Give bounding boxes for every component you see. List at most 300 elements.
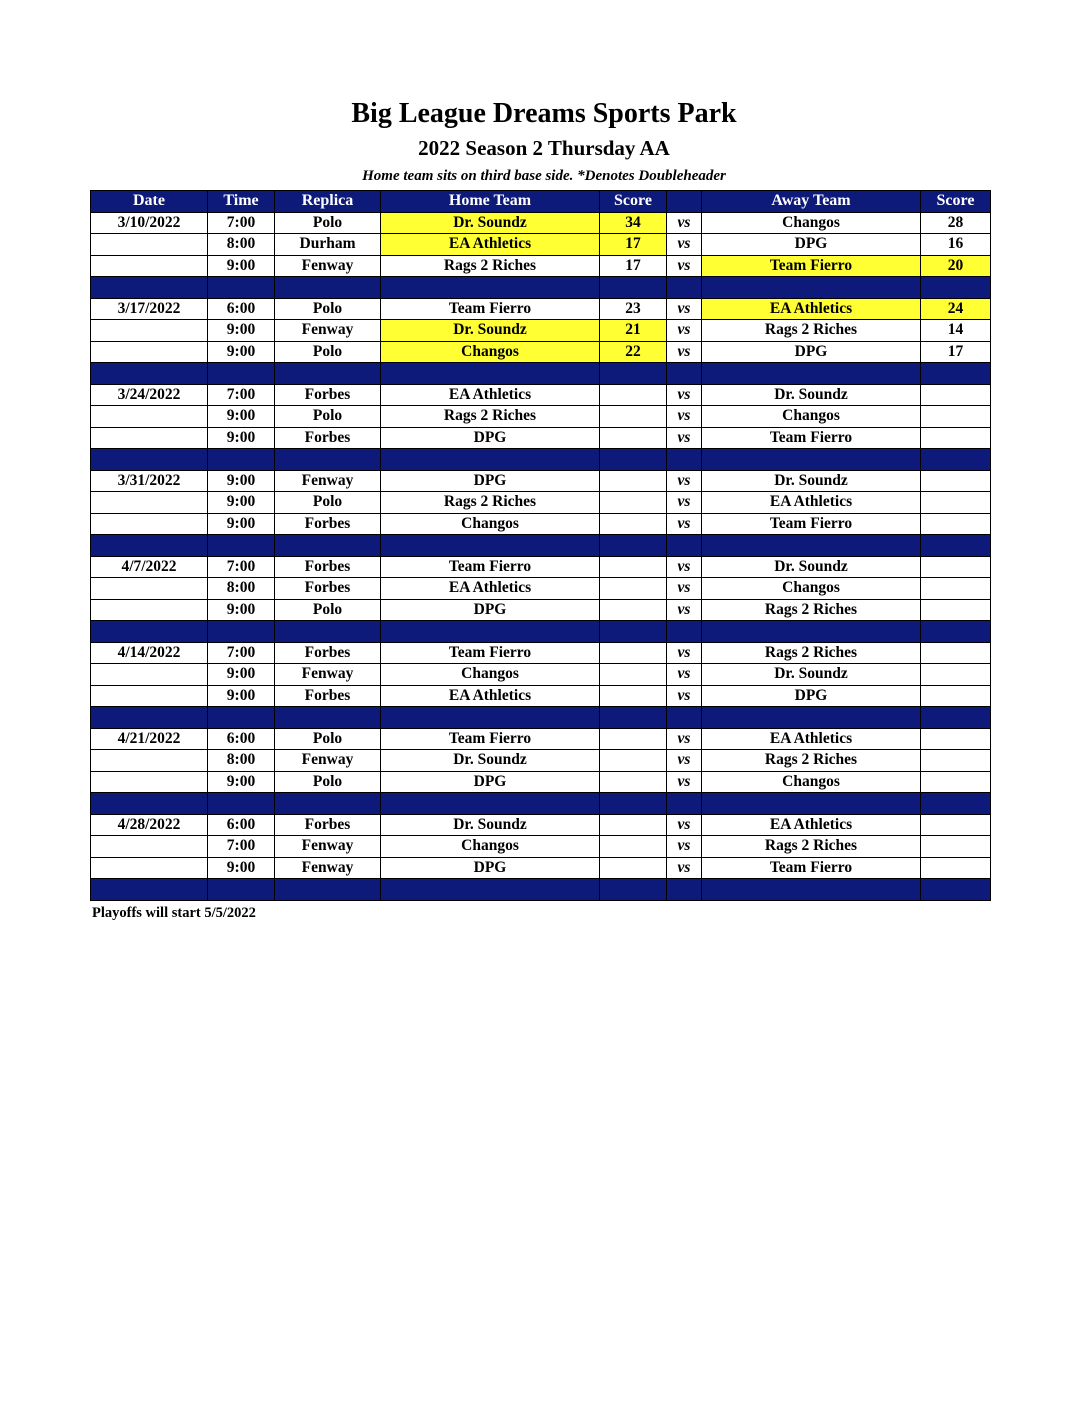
home-score: 34 xyxy=(600,212,667,234)
game-time: 7:00 xyxy=(208,212,275,234)
away-team: EA Athletics xyxy=(702,814,921,836)
separator-cell xyxy=(91,277,208,299)
away-team: Team Fierro xyxy=(702,857,921,879)
game-time: 9:00 xyxy=(208,427,275,449)
separator-cell xyxy=(275,879,381,901)
game-field: Fenway xyxy=(275,470,381,492)
separator-cell xyxy=(921,793,991,815)
game-date xyxy=(91,599,208,621)
game-date xyxy=(91,664,208,686)
game-row xyxy=(91,836,991,858)
home-score xyxy=(600,384,667,406)
game-time: 7:00 xyxy=(208,642,275,664)
separator-cell xyxy=(702,621,921,643)
home-team: Team Fierro xyxy=(381,728,600,750)
away-team: Rags 2 Riches xyxy=(702,642,921,664)
separator-cell xyxy=(91,363,208,385)
game-date: 3/31/2022 xyxy=(91,470,208,492)
separator-cell xyxy=(91,879,208,901)
separator-cell xyxy=(921,707,991,729)
vs-label: vs xyxy=(667,814,702,836)
home-score xyxy=(600,750,667,772)
game-row xyxy=(91,470,991,492)
separator-cell xyxy=(91,793,208,815)
home-score xyxy=(600,599,667,621)
away-team: EA Athletics xyxy=(702,492,921,514)
home-team: Dr. Soundz xyxy=(381,212,600,234)
game-row xyxy=(91,298,991,320)
separator-cell xyxy=(275,621,381,643)
schedule-body xyxy=(91,212,991,900)
away-score xyxy=(921,578,991,600)
home-team: DPG xyxy=(381,599,600,621)
separator-cell xyxy=(275,793,381,815)
game-row xyxy=(91,513,991,535)
header-away-score: Score xyxy=(921,191,991,213)
separator-cell xyxy=(667,879,702,901)
away-team: Team Fierro xyxy=(702,427,921,449)
home-team: EA Athletics xyxy=(381,384,600,406)
game-row xyxy=(91,750,991,772)
game-row xyxy=(91,664,991,686)
away-team: Changos xyxy=(702,212,921,234)
separator-cell xyxy=(208,793,275,815)
away-score xyxy=(921,599,991,621)
home-score: 17 xyxy=(600,255,667,277)
separator-cell xyxy=(275,363,381,385)
home-team: Changos xyxy=(381,341,600,363)
game-field: Forbes xyxy=(275,384,381,406)
game-date xyxy=(91,255,208,277)
game-time: 9:00 xyxy=(208,470,275,492)
game-time: 7:00 xyxy=(208,556,275,578)
game-date xyxy=(91,427,208,449)
home-team: Changos xyxy=(381,513,600,535)
game-row xyxy=(91,728,991,750)
separator-cell xyxy=(275,277,381,299)
home-score xyxy=(600,814,667,836)
game-date xyxy=(91,836,208,858)
home-team: Rags 2 Riches xyxy=(381,492,600,514)
game-row xyxy=(91,599,991,621)
game-field: Fenway xyxy=(275,664,381,686)
game-field: Polo xyxy=(275,492,381,514)
home-score xyxy=(600,578,667,600)
away-team: Team Fierro xyxy=(702,513,921,535)
game-time: 9:00 xyxy=(208,492,275,514)
separator-cell xyxy=(921,621,991,643)
separator-cell xyxy=(381,535,600,557)
away-team: Changos xyxy=(702,771,921,793)
game-time: 9:00 xyxy=(208,513,275,535)
game-time: 9:00 xyxy=(208,771,275,793)
separator-cell xyxy=(600,879,667,901)
separator-cell xyxy=(921,363,991,385)
game-field: Forbes xyxy=(275,578,381,600)
away-score xyxy=(921,642,991,664)
game-date xyxy=(91,492,208,514)
separator-cell xyxy=(600,621,667,643)
separator-cell xyxy=(921,879,991,901)
game-field: Polo xyxy=(275,212,381,234)
vs-label: vs xyxy=(667,578,702,600)
game-date: 4/14/2022 xyxy=(91,642,208,664)
home-team: Team Fierro xyxy=(381,556,600,578)
vs-label: vs xyxy=(667,685,702,707)
away-team: EA Athletics xyxy=(702,728,921,750)
game-date: 4/21/2022 xyxy=(91,728,208,750)
page-subtitle: 2022 Season 2 Thursday AA xyxy=(418,136,670,160)
vs-label: vs xyxy=(667,556,702,578)
home-score: 21 xyxy=(600,320,667,342)
home-score xyxy=(600,642,667,664)
game-row xyxy=(91,255,991,277)
game-field: Fenway xyxy=(275,320,381,342)
away-score xyxy=(921,470,991,492)
home-score xyxy=(600,427,667,449)
home-team: EA Athletics xyxy=(381,685,600,707)
vs-label: vs xyxy=(667,664,702,686)
separator-cell xyxy=(667,793,702,815)
game-date xyxy=(91,341,208,363)
game-row xyxy=(91,234,991,256)
game-field: Forbes xyxy=(275,685,381,707)
game-time: 6:00 xyxy=(208,298,275,320)
game-field: Polo xyxy=(275,298,381,320)
vs-label: vs xyxy=(667,599,702,621)
separator-cell xyxy=(208,449,275,471)
week-separator-row xyxy=(91,277,991,299)
game-field: Polo xyxy=(275,599,381,621)
game-row xyxy=(91,556,991,578)
away-score xyxy=(921,384,991,406)
week-separator-row xyxy=(91,363,991,385)
game-date: 3/24/2022 xyxy=(91,384,208,406)
home-team: Dr. Soundz xyxy=(381,320,600,342)
home-score: 17 xyxy=(600,234,667,256)
separator-cell xyxy=(208,535,275,557)
page-title: Big League Dreams Sports Park xyxy=(351,98,737,129)
game-time: 8:00 xyxy=(208,578,275,600)
game-time: 9:00 xyxy=(208,341,275,363)
away-score xyxy=(921,771,991,793)
vs-label: vs xyxy=(667,470,702,492)
home-score xyxy=(600,857,667,879)
header-away-team: Away Team xyxy=(702,191,921,213)
vs-label: vs xyxy=(667,212,702,234)
header-date: Date xyxy=(91,191,208,213)
away-team: DPG xyxy=(702,341,921,363)
game-date xyxy=(91,513,208,535)
vs-label: vs xyxy=(667,771,702,793)
separator-cell xyxy=(91,535,208,557)
home-team: Changos xyxy=(381,664,600,686)
away-team: Dr. Soundz xyxy=(702,556,921,578)
game-time: 6:00 xyxy=(208,814,275,836)
separator-cell xyxy=(600,793,667,815)
separator-cell xyxy=(667,621,702,643)
away-team: Rags 2 Riches xyxy=(702,320,921,342)
header-vs xyxy=(667,191,702,213)
separator-cell xyxy=(381,621,600,643)
home-team-note: Home team sits on third base side. *Denotes Doubleheader xyxy=(362,168,726,184)
game-field: Durham xyxy=(275,234,381,256)
separator-cell xyxy=(702,449,921,471)
away-score: 28 xyxy=(921,212,991,234)
vs-label: vs xyxy=(667,384,702,406)
header-home-team: Home Team xyxy=(381,191,600,213)
away-score xyxy=(921,750,991,772)
away-score xyxy=(921,556,991,578)
game-date xyxy=(91,750,208,772)
away-team: Rags 2 Riches xyxy=(702,836,921,858)
header-home-score: Score xyxy=(600,191,667,213)
game-row xyxy=(91,427,991,449)
separator-cell xyxy=(208,363,275,385)
game-date: 3/10/2022 xyxy=(91,212,208,234)
separator-cell xyxy=(702,535,921,557)
vs-label: vs xyxy=(667,406,702,428)
game-row xyxy=(91,814,991,836)
game-time: 8:00 xyxy=(208,234,275,256)
away-team: EA Athletics xyxy=(702,298,921,320)
week-separator-row xyxy=(91,621,991,643)
away-team: Dr. Soundz xyxy=(702,470,921,492)
game-time: 9:00 xyxy=(208,599,275,621)
separator-cell xyxy=(91,621,208,643)
separator-cell xyxy=(91,707,208,729)
game-row xyxy=(91,406,991,428)
week-separator-row xyxy=(91,793,991,815)
away-score: 24 xyxy=(921,298,991,320)
game-date xyxy=(91,578,208,600)
separator-cell xyxy=(702,879,921,901)
game-field: Forbes xyxy=(275,513,381,535)
home-team: Rags 2 Riches xyxy=(381,406,600,428)
away-score xyxy=(921,427,991,449)
header-time: Time xyxy=(208,191,275,213)
vs-label: vs xyxy=(667,492,702,514)
away-score: 20 xyxy=(921,255,991,277)
game-date: 4/7/2022 xyxy=(91,556,208,578)
vs-label: vs xyxy=(667,836,702,858)
away-score: 16 xyxy=(921,234,991,256)
home-score xyxy=(600,664,667,686)
game-date xyxy=(91,234,208,256)
home-score xyxy=(600,728,667,750)
away-score xyxy=(921,492,991,514)
separator-cell xyxy=(381,879,600,901)
game-date xyxy=(91,406,208,428)
away-team: Changos xyxy=(702,578,921,600)
away-team: Rags 2 Riches xyxy=(702,750,921,772)
vs-label: vs xyxy=(667,234,702,256)
game-row xyxy=(91,212,991,234)
game-date: 4/28/2022 xyxy=(91,814,208,836)
game-row xyxy=(91,771,991,793)
vs-label: vs xyxy=(667,320,702,342)
away-score xyxy=(921,814,991,836)
home-team: Dr. Soundz xyxy=(381,814,600,836)
separator-cell xyxy=(381,707,600,729)
schedule-table xyxy=(90,190,991,901)
separator-cell xyxy=(381,449,600,471)
away-score xyxy=(921,728,991,750)
vs-label: vs xyxy=(667,513,702,535)
separator-cell xyxy=(208,707,275,729)
game-time: 9:00 xyxy=(208,406,275,428)
separator-cell xyxy=(381,793,600,815)
game-field: Polo xyxy=(275,406,381,428)
week-separator-row xyxy=(91,879,991,901)
home-score xyxy=(600,406,667,428)
home-score xyxy=(600,771,667,793)
game-date xyxy=(91,320,208,342)
vs-label: vs xyxy=(667,341,702,363)
home-score xyxy=(600,492,667,514)
game-time: 6:00 xyxy=(208,728,275,750)
game-field: Polo xyxy=(275,771,381,793)
game-field: Polo xyxy=(275,728,381,750)
away-team: Team Fierro xyxy=(702,255,921,277)
away-team: Rags 2 Riches xyxy=(702,599,921,621)
home-score xyxy=(600,470,667,492)
game-time: 7:00 xyxy=(208,384,275,406)
separator-cell xyxy=(208,879,275,901)
away-team: DPG xyxy=(702,685,921,707)
away-score xyxy=(921,513,991,535)
separator-cell xyxy=(275,449,381,471)
home-team: DPG xyxy=(381,470,600,492)
separator-cell xyxy=(381,277,600,299)
game-field: Fenway xyxy=(275,857,381,879)
game-row xyxy=(91,578,991,600)
game-date: 3/17/2022 xyxy=(91,298,208,320)
separator-cell xyxy=(702,707,921,729)
separator-cell xyxy=(275,707,381,729)
game-time: 9:00 xyxy=(208,857,275,879)
separator-cell xyxy=(702,363,921,385)
game-time: 9:00 xyxy=(208,685,275,707)
game-date xyxy=(91,857,208,879)
vs-label: vs xyxy=(667,255,702,277)
away-team: Changos xyxy=(702,406,921,428)
separator-cell xyxy=(600,449,667,471)
home-team: EA Athletics xyxy=(381,578,600,600)
game-date xyxy=(91,771,208,793)
away-score: 17 xyxy=(921,341,991,363)
game-time: 9:00 xyxy=(208,664,275,686)
home-score xyxy=(600,685,667,707)
home-team: Team Fierro xyxy=(381,298,600,320)
game-field: Forbes xyxy=(275,814,381,836)
separator-cell xyxy=(702,793,921,815)
game-field: Polo xyxy=(275,341,381,363)
separator-cell xyxy=(600,535,667,557)
away-score xyxy=(921,685,991,707)
separator-cell xyxy=(91,449,208,471)
home-team: Rags 2 Riches xyxy=(381,255,600,277)
home-team: DPG xyxy=(381,427,600,449)
separator-cell xyxy=(208,621,275,643)
game-row xyxy=(91,384,991,406)
header-replica: Replica xyxy=(275,191,381,213)
separator-cell xyxy=(600,707,667,729)
separator-cell xyxy=(667,535,702,557)
game-row xyxy=(91,857,991,879)
separator-cell xyxy=(667,449,702,471)
separator-cell xyxy=(921,535,991,557)
separator-cell xyxy=(381,363,600,385)
vs-label: vs xyxy=(667,750,702,772)
home-team: Dr. Soundz xyxy=(381,750,600,772)
home-score: 23 xyxy=(600,298,667,320)
separator-cell xyxy=(667,363,702,385)
vs-label: vs xyxy=(667,857,702,879)
home-team: DPG xyxy=(381,857,600,879)
away-team: Dr. Soundz xyxy=(702,664,921,686)
game-time: 8:00 xyxy=(208,750,275,772)
game-row xyxy=(91,642,991,664)
separator-cell xyxy=(921,449,991,471)
away-score xyxy=(921,664,991,686)
game-field: Forbes xyxy=(275,642,381,664)
vs-label: vs xyxy=(667,298,702,320)
vs-label: vs xyxy=(667,642,702,664)
game-row xyxy=(91,492,991,514)
separator-cell xyxy=(667,707,702,729)
home-team: Team Fierro xyxy=(381,642,600,664)
home-score xyxy=(600,513,667,535)
game-row xyxy=(91,685,991,707)
away-score xyxy=(921,857,991,879)
week-separator-row xyxy=(91,449,991,471)
separator-cell xyxy=(208,277,275,299)
separator-cell xyxy=(600,363,667,385)
separator-cell xyxy=(702,277,921,299)
away-score xyxy=(921,406,991,428)
away-team: Dr. Soundz xyxy=(702,384,921,406)
away-score: 14 xyxy=(921,320,991,342)
header-row xyxy=(91,191,991,213)
home-score xyxy=(600,836,667,858)
home-score: 22 xyxy=(600,341,667,363)
separator-cell xyxy=(667,277,702,299)
game-field: Fenway xyxy=(275,750,381,772)
vs-label: vs xyxy=(667,427,702,449)
separator-cell xyxy=(921,277,991,299)
game-time: 9:00 xyxy=(208,320,275,342)
game-time: 9:00 xyxy=(208,255,275,277)
separator-cell xyxy=(600,277,667,299)
home-team: DPG xyxy=(381,771,600,793)
away-team: DPG xyxy=(702,234,921,256)
week-separator-row xyxy=(91,707,991,729)
week-separator-row xyxy=(91,535,991,557)
game-field: Forbes xyxy=(275,556,381,578)
away-score xyxy=(921,836,991,858)
home-team: Changos xyxy=(381,836,600,858)
separator-cell xyxy=(275,535,381,557)
game-time: 7:00 xyxy=(208,836,275,858)
game-row xyxy=(91,341,991,363)
game-date xyxy=(91,685,208,707)
game-row xyxy=(91,320,991,342)
game-field: Fenway xyxy=(275,255,381,277)
vs-label: vs xyxy=(667,728,702,750)
game-field: Fenway xyxy=(275,836,381,858)
home-score xyxy=(600,556,667,578)
